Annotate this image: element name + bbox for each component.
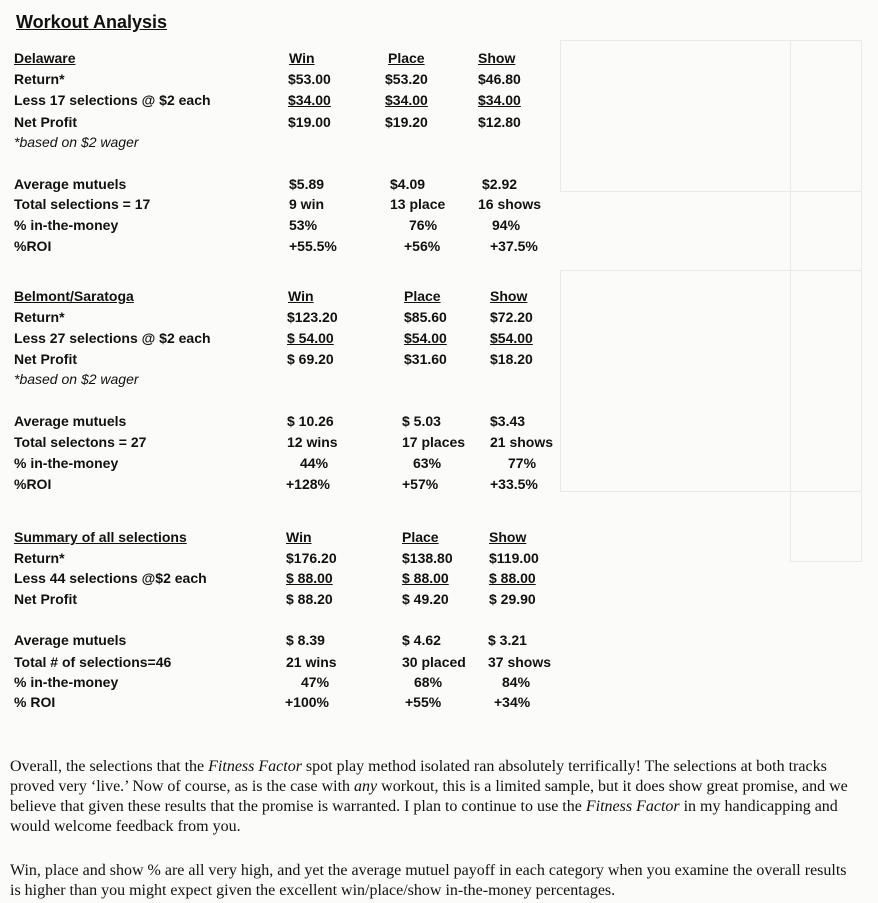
win-value: $123.20 bbox=[287, 309, 338, 325]
row-label: Average mutuels bbox=[14, 413, 127, 429]
place-header: Place bbox=[404, 288, 441, 304]
show-value: 94% bbox=[492, 217, 521, 233]
stats-row bbox=[0, 654, 878, 674]
place-value: $34.00 bbox=[385, 92, 428, 108]
table-row bbox=[0, 330, 878, 350]
show-value: +34% bbox=[494, 694, 531, 710]
stats-row bbox=[0, 176, 878, 196]
place-header: Place bbox=[402, 529, 439, 545]
place-value: 76% bbox=[409, 217, 438, 233]
page-title: Workout Analysis bbox=[16, 12, 168, 32]
show-value: 77% bbox=[508, 455, 537, 471]
win-value: 12 wins bbox=[287, 434, 338, 450]
row-label: Less 27 selections @ $2 each bbox=[14, 330, 211, 346]
stats-row bbox=[0, 694, 878, 714]
win-value: $ 69.20 bbox=[287, 351, 334, 367]
place-value: +57% bbox=[402, 476, 439, 492]
section-header-row bbox=[0, 529, 878, 549]
win-value: 21 wins bbox=[286, 654, 337, 670]
place-value: $53.20 bbox=[385, 71, 428, 87]
summary-paragraph bbox=[10, 757, 860, 837]
place-value: 17 places bbox=[402, 434, 466, 450]
row-label: % in-the-money bbox=[14, 674, 119, 690]
show-value: $ 88.00 bbox=[489, 570, 536, 586]
wager-note-row bbox=[0, 371, 878, 391]
place-value: $ 49.20 bbox=[402, 591, 449, 607]
row-label: Total # of selections=46 bbox=[14, 654, 172, 670]
row-label: Total selections = 17 bbox=[14, 196, 151, 212]
show-value: $ 3.21 bbox=[488, 632, 527, 648]
place-value: $85.60 bbox=[404, 309, 447, 325]
win-value: $ 10.26 bbox=[287, 413, 334, 429]
place-value: 30 placed bbox=[402, 654, 466, 670]
show-value: $54.00 bbox=[490, 330, 533, 346]
show-value: $34.00 bbox=[478, 92, 521, 108]
row-label: %ROI bbox=[14, 476, 52, 492]
stats-row bbox=[0, 413, 878, 433]
para-text: workout, this is a limited sample, but it does show great promise, and we believe that given these results that the promise is warranted. I plan to continue to use the bbox=[10, 778, 848, 815]
win-value: $ 54.00 bbox=[287, 330, 334, 346]
row-label: Less 17 selections @ $2 each bbox=[14, 92, 211, 108]
stats-row bbox=[0, 434, 878, 454]
table-row bbox=[0, 591, 878, 611]
row-label: Return* bbox=[14, 309, 65, 325]
para-text: in my handicapping and would welcome feedback from you. bbox=[10, 798, 838, 835]
win-value: $ 88.00 bbox=[286, 570, 333, 586]
wager-note: *based on $2 wager bbox=[14, 134, 139, 150]
show-value: 16 shows bbox=[478, 196, 542, 212]
method-name: Fitness Factor bbox=[208, 758, 302, 775]
para-text: Overall, the selections that the bbox=[10, 758, 209, 775]
show-header: Show bbox=[490, 288, 528, 304]
para-text: spot play method isolated ran absolutely terrifically! The selections at both tracks proved very ‘live.’ Now of course, as is the case with bbox=[10, 758, 827, 795]
section-header-row bbox=[0, 50, 878, 70]
place-value: +55% bbox=[405, 694, 442, 710]
section-name: Summary of all selections bbox=[14, 529, 187, 545]
win-value: 44% bbox=[300, 455, 329, 471]
win-value: +128% bbox=[286, 476, 330, 492]
place-value: 68% bbox=[414, 674, 443, 690]
show-value: $46.80 bbox=[478, 71, 521, 87]
stats-row bbox=[0, 632, 878, 652]
row-label: Total selectons = 27 bbox=[14, 434, 147, 450]
win-value: $19.00 bbox=[288, 114, 331, 130]
win-header: Win bbox=[286, 529, 312, 545]
place-value: +56% bbox=[404, 238, 441, 254]
stats-row bbox=[0, 196, 878, 216]
show-header: Show bbox=[489, 529, 527, 545]
row-label: %ROI bbox=[14, 238, 52, 254]
table-row bbox=[0, 351, 878, 371]
win-value: $176.20 bbox=[286, 550, 337, 566]
show-value: $72.20 bbox=[490, 309, 533, 325]
stats-row bbox=[0, 217, 878, 237]
row-label: % in-the-money bbox=[14, 455, 119, 471]
show-value: 21 shows bbox=[490, 434, 554, 450]
win-value: 53% bbox=[289, 217, 318, 233]
row-label: % ROI bbox=[14, 694, 56, 710]
row-label: Average mutuels bbox=[14, 632, 127, 648]
place-value: $ 4.62 bbox=[402, 632, 441, 648]
row-label: Average mutuels bbox=[14, 176, 127, 192]
win-header: Win bbox=[289, 50, 315, 66]
place-header: Place bbox=[388, 50, 425, 66]
wager-note-row bbox=[0, 134, 878, 154]
place-value: 63% bbox=[413, 455, 442, 471]
place-value: $19.20 bbox=[385, 114, 428, 130]
show-value: +33.5% bbox=[490, 476, 538, 492]
para-text: Win, place and show % are all very high, and yet the average mutuel payoff in each category when you examine the overall results is higher than you might expect given the excellent win/place/show in-the-money percentages. bbox=[10, 862, 847, 899]
stats-row bbox=[0, 238, 878, 258]
win-header: Win bbox=[288, 288, 314, 304]
show-value: $119.00 bbox=[489, 550, 539, 566]
wager-note: *based on $2 wager bbox=[14, 371, 139, 387]
show-value: 84% bbox=[502, 674, 531, 690]
row-label: % in-the-money bbox=[14, 217, 119, 233]
section-name: Belmont/Saratoga bbox=[14, 288, 134, 304]
observation-paragraph bbox=[10, 861, 860, 901]
show-value: $3.43 bbox=[490, 413, 526, 429]
win-value: +100% bbox=[285, 694, 329, 710]
win-value: 9 win bbox=[289, 196, 325, 212]
section-name: Delaware bbox=[14, 50, 76, 66]
section-header-row bbox=[0, 288, 878, 308]
place-value: $138.80 bbox=[402, 550, 453, 566]
table-row bbox=[0, 570, 878, 590]
stats-row bbox=[0, 674, 878, 694]
show-value: $12.80 bbox=[478, 114, 521, 130]
win-value: $ 88.20 bbox=[286, 591, 333, 607]
place-value: $ 88.00 bbox=[402, 570, 449, 586]
table-row bbox=[0, 550, 878, 570]
row-label: Return* bbox=[14, 550, 65, 566]
show-value: +37.5% bbox=[490, 238, 538, 254]
table-row bbox=[0, 114, 878, 134]
show-value: 37 shows bbox=[488, 654, 552, 670]
method-name: Fitness Factor bbox=[585, 798, 680, 815]
stats-row bbox=[0, 476, 878, 496]
win-value: $5.89 bbox=[289, 176, 325, 192]
row-label: Less 44 selections @$2 each bbox=[14, 570, 207, 586]
stats-row bbox=[0, 455, 878, 475]
show-value: $18.20 bbox=[490, 351, 533, 367]
row-label: Net Profit bbox=[14, 591, 77, 607]
table-row bbox=[0, 92, 878, 112]
win-value: $53.00 bbox=[288, 71, 331, 87]
place-value: $54.00 bbox=[404, 330, 447, 346]
table-row bbox=[0, 309, 878, 329]
place-value: 13 place bbox=[390, 196, 446, 212]
win-value: $ 8.39 bbox=[286, 632, 325, 648]
place-value: $4.09 bbox=[390, 176, 426, 192]
show-value: $2.92 bbox=[482, 176, 518, 192]
win-value: $34.00 bbox=[288, 92, 331, 108]
row-label: Return* bbox=[14, 71, 65, 87]
show-header: Show bbox=[478, 50, 516, 66]
emphasis-word: any bbox=[354, 778, 378, 795]
row-label: Net Profit bbox=[14, 114, 77, 130]
win-value: +55.5% bbox=[289, 238, 337, 254]
place-value: $ 5.03 bbox=[402, 413, 441, 429]
row-label: Net Profit bbox=[14, 351, 77, 367]
place-value: $31.60 bbox=[404, 351, 447, 367]
win-value: 47% bbox=[301, 674, 330, 690]
table-row bbox=[0, 71, 878, 91]
show-value: $ 29.90 bbox=[489, 591, 536, 607]
